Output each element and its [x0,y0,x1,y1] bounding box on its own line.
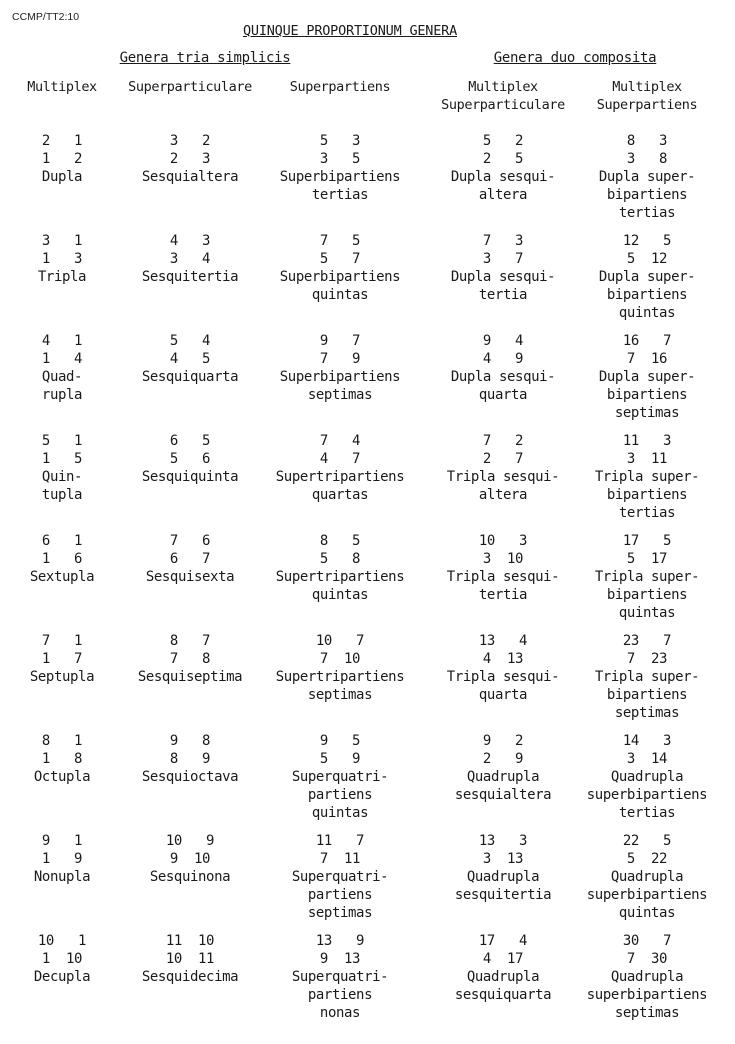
proportion-name: Supertripartiens septimas [275,669,405,703]
proportion-name: Decupla [33,969,91,985]
proportion-cell [14,632,110,686]
proportion-cell [572,932,722,1022]
ratio-lower-numbers: 10 11 [165,951,215,967]
proportion-cell [260,932,420,1022]
document-reference: CCMP/TT2:10 [12,11,80,23]
proportion-name: Tripla super- bipartiens septimas [594,669,700,721]
proportion-cell [572,832,722,922]
proportion-cell [260,532,420,604]
proportion-name: Tripla [37,269,87,285]
ratio-upper-numbers: 9 7 [319,333,361,349]
ratio-lower-numbers: 3 11 [626,451,668,467]
ratio-upper-numbers: 5 4 [169,333,211,349]
proportion-name: Sesquitertia [141,269,239,285]
column-header-superparticulare: Superparticulare [128,79,252,95]
ratio-lower-numbers: 9 10 [169,851,211,867]
ratio-upper-numbers: 10 3 [478,533,528,549]
ratio-upper-numbers: 11 10 [165,933,215,949]
ratio-lower-numbers: 5 9 [319,751,361,767]
column-header-superpartiens: Superpartiens [289,79,391,95]
proportion-name: Quadrupla superbipartiens quintas [586,869,708,921]
ratio-upper-numbers: 12 5 [622,233,672,249]
ratio-lower-numbers: 5 12 [626,251,668,267]
proportion-cell [572,732,722,822]
proportion-cell [428,632,578,704]
proportion-cell [14,532,110,586]
group-heading-composite: Genera duo composita [493,50,657,66]
proportion-cell [260,232,420,304]
ratio-upper-numbers: 9 8 [169,733,211,749]
proportion-cell [14,732,110,786]
ratio-upper-numbers: 3 2 [169,133,211,149]
proportion-name: Quadrupla superbipartiens tertias [586,769,708,821]
proportion-cell [572,232,722,322]
ratio-lower-numbers: 2 9 [482,751,524,767]
proportion-name: Dupla sesqui- tertia [450,269,556,303]
proportion-name: Quadrupla sesquiquarta [454,969,552,1003]
ratio-upper-numbers: 10 9 [165,833,215,849]
proportion-name: Quadrupla superbipartiens septimas [586,969,708,1021]
proportion-name: Superbipartiens tertias [279,169,401,203]
ratio-lower-numbers: 5 6 [169,451,211,467]
ratio-lower-numbers: 5 22 [626,851,668,867]
proportion-name: Sesquiseptima [137,669,243,685]
ratio-upper-numbers: 3 1 [41,233,83,249]
ratio-upper-numbers: 5 2 [482,133,524,149]
ratio-upper-numbers: 7 6 [169,533,211,549]
ratio-upper-numbers: 14 3 [622,733,672,749]
proportion-name: Dupla super- bipartiens tertias [598,169,696,221]
column-header-multiplex-superpartiens: Multiplex Superpartiens [596,79,698,113]
proportion-cell [14,232,110,286]
ratio-lower-numbers: 1 9 [41,851,83,867]
ratio-upper-numbers: 2 1 [41,133,83,149]
ratio-upper-numbers: 23 7 [622,633,672,649]
ratio-lower-numbers: 1 4 [41,351,83,367]
proportion-cell [115,432,265,486]
ratio-lower-numbers: 7 16 [626,351,668,367]
proportion-cell [14,932,110,986]
ratio-upper-numbers: 7 3 [482,233,524,249]
proportion-cell [115,932,265,986]
ratio-upper-numbers: 7 2 [482,433,524,449]
ratio-lower-numbers: 2 3 [169,151,211,167]
proportion-name: Quad- rupla [41,369,83,403]
proportion-cell [115,832,265,886]
proportion-name: Nonupla [33,869,91,885]
ratio-lower-numbers: 1 2 [41,151,83,167]
proportion-cell [572,332,722,422]
proportion-cell [572,632,722,722]
ratio-upper-numbers: 11 7 [315,833,365,849]
proportion-name: Quin- tupla [41,469,83,503]
proportion-cell [260,632,420,704]
ratio-lower-numbers: 3 10 [482,551,524,567]
proportion-name: Tripla super- bipartiens quintas [594,569,700,621]
proportion-cell [428,832,578,904]
column-header-multiplex: Multiplex [27,79,97,95]
ratio-lower-numbers: 1 3 [41,251,83,267]
proportion-name: Dupla super- bipartiens septimas [598,369,696,421]
proportion-name: Superquatri- partiens nonas [291,969,389,1021]
ratio-upper-numbers: 13 4 [478,633,528,649]
proportion-cell [260,732,420,822]
proportion-name: Dupla super- bipartiens quintas [598,269,696,321]
proportion-cell [115,332,265,386]
proportion-cell [572,432,722,522]
proportion-cell [428,132,578,204]
group-heading-simple: Genera tria simplicis [119,50,291,66]
proportion-cell [428,932,578,1004]
ratio-upper-numbers: 9 2 [482,733,524,749]
proportion-name: Sesquisexta [145,569,235,585]
proportion-name: Tripla sesqui- quarta [446,669,560,703]
ratio-lower-numbers: 5 17 [626,551,668,567]
ratio-lower-numbers: 3 5 [319,151,361,167]
proportion-cell [115,532,265,586]
ratio-lower-numbers: 1 6 [41,551,83,567]
proportion-name: Tripla sesqui- tertia [446,569,560,603]
proportion-cell [14,332,110,404]
ratio-lower-numbers: 7 11 [319,851,361,867]
ratio-upper-numbers: 11 3 [622,433,672,449]
proportion-cell [572,532,722,622]
proportion-name: Sesquidecima [141,969,239,985]
ratio-lower-numbers: 3 14 [626,751,668,767]
proportion-name: Superquatri- partiens septimas [291,869,389,921]
proportion-cell [260,332,420,404]
proportion-name: Octupla [33,769,91,785]
ratio-lower-numbers: 1 7 [41,651,83,667]
ratio-upper-numbers: 16 7 [622,333,672,349]
proportion-cell [115,632,265,686]
ratio-upper-numbers: 4 1 [41,333,83,349]
column-header-multiplex-superparticulare: Multiplex Superparticulare [441,79,565,113]
ratio-upper-numbers: 9 5 [319,733,361,749]
proportion-cell [428,232,578,304]
ratio-upper-numbers: 17 4 [478,933,528,949]
ratio-lower-numbers: 3 4 [169,251,211,267]
proportion-cell [428,432,578,504]
ratio-lower-numbers: 7 30 [626,951,668,967]
ratio-lower-numbers: 5 8 [319,551,361,567]
ratio-lower-numbers: 4 7 [319,451,361,467]
ratio-lower-numbers: 4 9 [482,351,524,367]
ratio-upper-numbers: 9 4 [482,333,524,349]
proportion-name: Sesquioctava [141,769,239,785]
proportion-name: Dupla sesqui- altera [450,169,556,203]
proportion-name: Superquatri- partiens quintas [291,769,389,821]
ratio-lower-numbers: 3 7 [482,251,524,267]
ratio-lower-numbers: 2 7 [482,451,524,467]
proportion-name: Supertripartiens quartas [275,469,405,503]
proportion-cell [428,332,578,404]
proportion-name: Tripla sesqui- altera [446,469,560,503]
ratio-upper-numbers: 4 3 [169,233,211,249]
proportion-name: Septupla [29,669,95,685]
ratio-lower-numbers: 8 9 [169,751,211,767]
ratio-upper-numbers: 22 5 [622,833,672,849]
proportion-name: Quadrupla sesquitertia [454,869,552,903]
proportion-cell [428,532,578,604]
ratio-upper-numbers: 10 1 [37,933,87,949]
ratio-lower-numbers: 2 5 [482,151,524,167]
ratio-lower-numbers: 7 23 [626,651,668,667]
ratio-upper-numbers: 7 1 [41,633,83,649]
page-title: QUINQUE PROPORTIONUM GENERA [242,23,458,39]
proportion-name: Supertripartiens quintas [275,569,405,603]
ratio-upper-numbers: 9 1 [41,833,83,849]
ratio-lower-numbers: 4 5 [169,351,211,367]
proportion-name: Superbipartiens septimas [279,369,401,403]
ratio-upper-numbers: 6 5 [169,433,211,449]
ratio-lower-numbers: 1 8 [41,751,83,767]
ratio-lower-numbers: 4 17 [482,951,524,967]
proportion-name: Sesquinona [149,869,231,885]
proportion-cell [115,732,265,786]
ratio-upper-numbers: 17 5 [622,533,672,549]
proportion-name: Superbipartiens quintas [279,269,401,303]
proportion-name: Sesquiquarta [141,369,239,385]
ratio-lower-numbers: 3 8 [626,151,668,167]
ratio-upper-numbers: 30 7 [622,933,672,949]
proportion-cell [260,432,420,504]
ratio-lower-numbers: 4 13 [482,651,524,667]
proportion-name: Sesquiquinta [141,469,239,485]
ratio-lower-numbers: 5 7 [319,251,361,267]
ratio-upper-numbers: 8 7 [169,633,211,649]
ratio-upper-numbers: 7 5 [319,233,361,249]
proportion-name: Dupla sesqui- quarta [450,369,556,403]
ratio-upper-numbers: 13 9 [315,933,365,949]
ratio-lower-numbers: 9 13 [319,951,361,967]
ratio-upper-numbers: 7 4 [319,433,361,449]
proportion-cell [572,132,722,222]
ratio-upper-numbers: 8 1 [41,733,83,749]
ratio-upper-numbers: 10 7 [315,633,365,649]
ratio-lower-numbers: 6 7 [169,551,211,567]
proportion-name: Sextupla [29,569,95,585]
proportion-cell [14,132,110,186]
ratio-upper-numbers: 8 5 [319,533,361,549]
proportion-cell [428,732,578,804]
proportion-name: Sesquialtera [141,169,239,185]
proportion-cell [14,432,110,504]
ratio-lower-numbers: 3 13 [482,851,524,867]
ratio-upper-numbers: 13 3 [478,833,528,849]
proportion-cell [14,832,110,886]
proportion-cell [260,132,420,204]
ratio-upper-numbers: 5 3 [319,133,361,149]
proportion-name: Quadrupla sesquialtera [454,769,552,803]
ratio-lower-numbers: 7 10 [319,651,361,667]
ratio-upper-numbers: 8 3 [626,133,668,149]
ratio-lower-numbers: 7 9 [319,351,361,367]
proportion-cell [115,132,265,186]
ratio-lower-numbers: 1 5 [41,451,83,467]
proportion-name: Dupla [41,169,83,185]
proportion-cell [260,832,420,922]
proportion-cell [115,232,265,286]
ratio-upper-numbers: 5 1 [41,433,83,449]
proportion-name: Tripla super- bipartiens tertias [594,469,700,521]
ratio-lower-numbers: 1 10 [41,951,83,967]
ratio-lower-numbers: 7 8 [169,651,211,667]
ratio-upper-numbers: 6 1 [41,533,83,549]
